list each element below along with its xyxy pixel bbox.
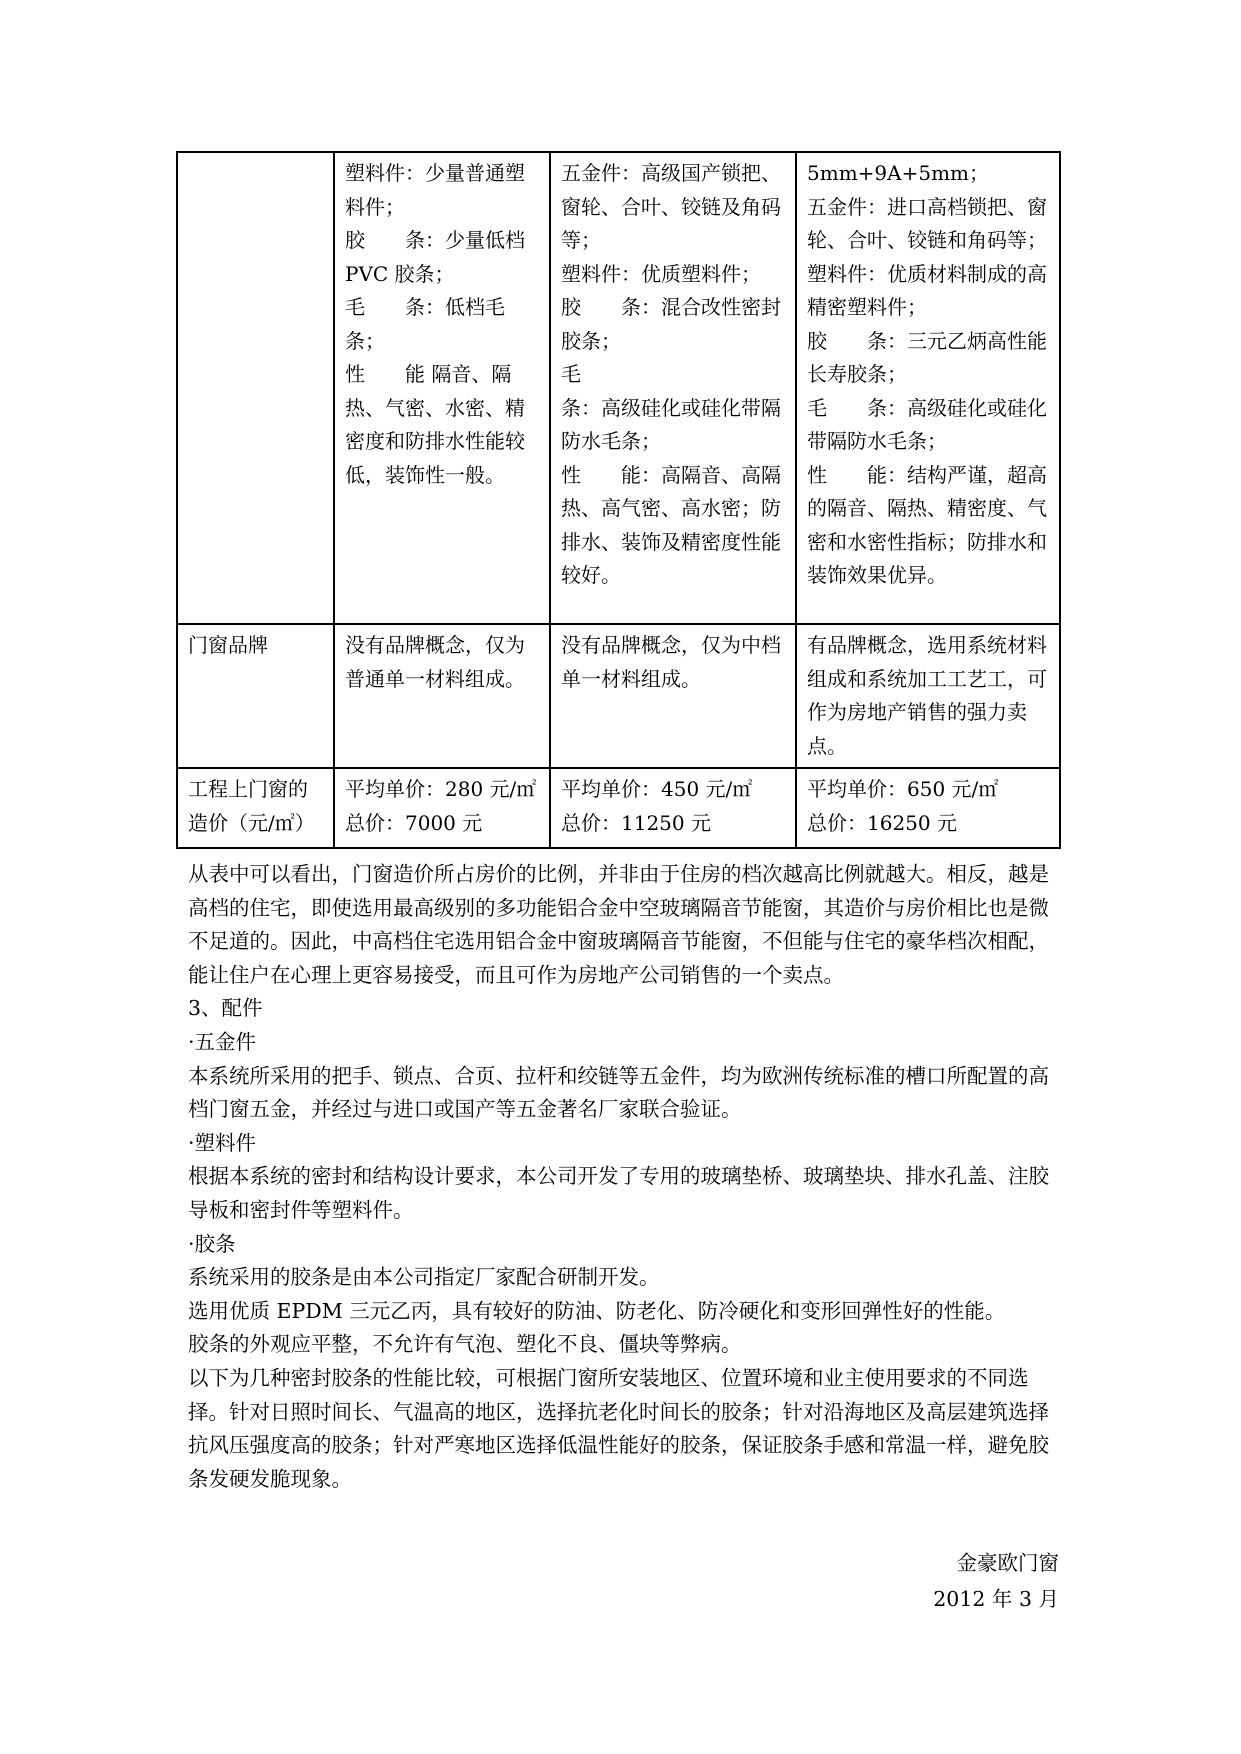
paragraph: 从表中可以看出，门窗造价所占房价的比例，并非由于住房的档次越高比例就越大。相反，越是高档的住宅，即使选用最高级别的多功能铝合金中空玻璃隔音节能窗，其造价与房价相比也是微不足道的。因此，中高档住宅选用铝合金中窗玻璃隔音节能窗，不但能与住宅的豪华档次相配，能让住户在心理上更容易接受，而且可作为房地产公司销售的一个卖点。 <box>188 862 1049 987</box>
cell-text: 毛 <box>561 362 581 386</box>
paragraph: 系统采用的胶条是由本公司指定厂家配合研制开发。 <box>188 1265 660 1290</box>
paragraph: 胶条的外观应平整，不允许有气泡、塑化不良、僵块等弊病。 <box>188 1332 742 1357</box>
total-price: 总价：16250 元 <box>807 810 957 835</box>
cell-text: 塑料件：优质塑料件； <box>561 261 761 286</box>
cell-text: 性 能 隔音、隔热、气密、水密、精密度和防排水性能较低，装饰性一般。 <box>345 362 525 487</box>
midrange-cost-cell <box>550 768 796 848</box>
spec-comparison-table <box>176 151 1061 849</box>
unit-price: 平均单价：450 元/㎡ <box>561 777 753 801</box>
table-row <box>177 768 1060 848</box>
cell-text: 胶 条：少量低档PVC 胶条； <box>345 228 525 286</box>
cell-text: 塑料件：少量普通塑料件； <box>345 161 525 219</box>
total-price: 总价：7000 元 <box>345 810 483 835</box>
paragraph: 以下为几种密封胶条的性能比较，可根据门窗所安装地区、位置环境和业主使用要求的不同选择。针对日照时间长、气温高的地区，选择抗老化时间长的胶条；针对沿海地区及高层建筑选择抗风压强度高的胶条；针对严寒地区选择低温性能好的胶条，保证胶条手感和常温一样，避免胶条发硬发脆现象。 <box>188 1365 1049 1491</box>
subheading: ·塑料件 <box>188 1130 257 1155</box>
total-price: 总价：11250 元 <box>561 810 711 835</box>
signature-block <box>933 1545 1059 1617</box>
subheading: ·胶条 <box>188 1231 236 1256</box>
body-text <box>188 858 1058 1496</box>
document-date: 2012 年 3 月 <box>933 1587 1059 1611</box>
premium-brand-cell: 有品牌概念，选用系统材料组成和系统加工工艺工，可作为房地产销售的强力卖点。 <box>796 624 1060 768</box>
cell-text: 胶 条：三元乙炳高性能长寿胶条； <box>807 328 1047 386</box>
cell-text: 条：高级硅化或硅化带隔防水毛条； <box>561 395 781 453</box>
midrange-specs-cell <box>550 152 796 624</box>
paragraph: 本系统所采用的把手、锁点、合页、拉杆和绞链等五金件，均为欧洲传统标准的槽口所配置的高档门窗五金，并经过与进口或国产等五金著名厂家联合验证。 <box>188 1063 1049 1122</box>
cell-text: 毛 条：低档毛条； <box>345 295 505 353</box>
premium-specs-cell <box>796 152 1060 624</box>
cell-text: 性 能：高隔音、高隔热、高气密、高水密；防排水、装饰及精密度性能较好。 <box>561 462 781 587</box>
cell-text: 毛 条：高级硅化或硅化带隔防水毛条； <box>807 395 1047 453</box>
midrange-brand-cell: 没有品牌概念，仅为中档单一材料组成。 <box>550 624 796 768</box>
section-heading: 3、配件 <box>188 996 263 1021</box>
unit-price: 平均单价：280 元/㎡ <box>345 777 537 801</box>
paragraph: 根据本系统的密封和结构设计要求，本公司开发了专用的玻璃垫桥、玻璃垫块、排水孔盖、注胶导板和密封件等塑料件。 <box>188 1164 1049 1222</box>
row-label: 工程上门窗的造价（元/㎡） <box>177 768 334 848</box>
subheading: ·五金件 <box>188 1029 257 1054</box>
cell-text: 五金件：高级国产锁把、窗轮、合叶、铰链及角码等； <box>561 161 781 252</box>
unit-price: 平均单价：650 元/㎡ <box>807 777 999 801</box>
cell-text: 塑料件：优质材料制成的高精密塑料件； <box>807 261 1047 319</box>
table-row <box>177 624 1060 768</box>
row-label <box>177 152 334 624</box>
cell-text: 五金件：进口高档锁把、窗轮、合叶、铰链和角码等； <box>807 194 1047 252</box>
economy-brand-cell: 没有品牌概念，仅为普通单一材料组成。 <box>334 624 550 768</box>
company-name: 金豪欧门窗 <box>956 1551 1059 1575</box>
paragraph: 选用优质 EPDM 三元乙丙，具有较好的防油、防老化、防冷硬化和变形回弹性好的性能。 <box>188 1298 1006 1323</box>
row-label: 门窗品牌 <box>177 624 334 768</box>
cell-text: 5mm+9A+5mm； <box>807 161 989 185</box>
economy-cost-cell <box>334 768 550 848</box>
cell-text: 性 能：结构严谨，超高的隔音、隔热、精密度、气密和水密性指标；防排水和装饰效果优异。 <box>807 462 1047 587</box>
table-row <box>177 152 1060 624</box>
cell-text: 胶 条：混合改性密封胶条； <box>561 295 781 353</box>
premium-cost-cell <box>796 768 1060 848</box>
economy-specs-cell <box>334 152 550 624</box>
